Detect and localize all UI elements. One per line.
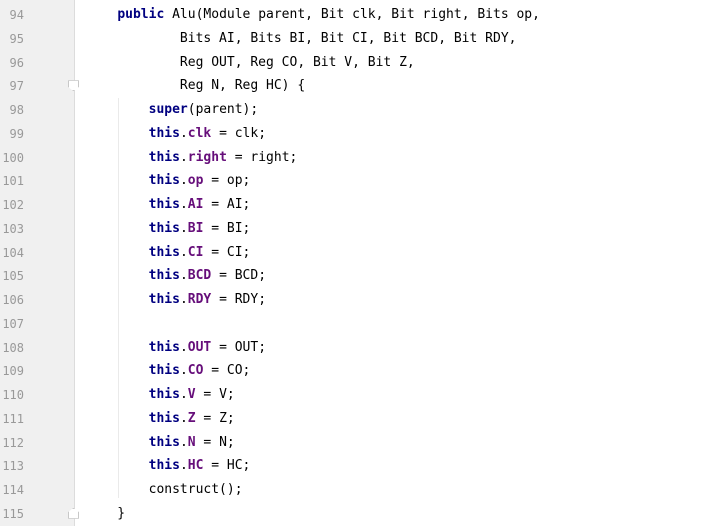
line-number: 111: [2, 411, 24, 426]
keyword-token: super: [148, 102, 188, 117]
line-number: 98: [9, 103, 24, 117]
code-token: = right;: [226, 149, 298, 165]
keyword-token: this: [148, 339, 180, 355]
code-line[interactable]: [0, 312, 709, 336]
code-token: .: [179, 173, 188, 189]
code-text: [86, 196, 250, 214]
code-text: [86, 339, 266, 357]
line-number: 104: [2, 245, 24, 260]
code-token: .: [179, 244, 188, 260]
code-token: .: [179, 339, 188, 355]
code-line[interactable]: [0, 217, 709, 241]
code-token: [86, 7, 117, 22]
field-token: V: [187, 387, 196, 402]
code-token: .: [179, 434, 188, 450]
code-text: [86, 30, 516, 48]
code-token: = Z;: [195, 410, 235, 426]
keyword-token: this: [148, 363, 180, 379]
code-line[interactable]: [0, 407, 709, 431]
line-number: 113: [2, 459, 24, 474]
line-number: 100: [2, 150, 24, 165]
code-token: Bits AI, Bits BI, Bit CI, Bit BCD, Bit RDY,: [86, 30, 517, 46]
code-token: construct();: [86, 482, 243, 497]
field-token: BCD: [187, 268, 212, 284]
code-text: [86, 6, 540, 24]
code-text: [86, 457, 250, 475]
code-token: [86, 292, 149, 307]
code-token: .: [179, 292, 188, 307]
code-token: [86, 126, 149, 141]
code-line[interactable]: [0, 264, 709, 288]
code-token: }: [86, 505, 126, 521]
code-token: [86, 340, 149, 355]
code-token: .: [179, 363, 188, 379]
code-token: [86, 173, 149, 188]
line-number: 96: [9, 55, 24, 70]
code-text: [86, 481, 243, 499]
code-token: = CI;: [203, 244, 251, 260]
code-token: [86, 435, 149, 450]
keyword-token: this: [148, 458, 180, 474]
line-number: 108: [2, 340, 24, 355]
keyword-token: this: [148, 292, 180, 307]
code-token: = AI;: [203, 197, 251, 212]
line-number: 106: [2, 293, 24, 307]
code-token: = BI;: [203, 220, 251, 236]
field-token: AI: [187, 197, 204, 212]
code-line[interactable]: [0, 359, 709, 383]
field-token: HC: [187, 458, 204, 474]
code-line[interactable]: [0, 454, 709, 478]
code-line[interactable]: [0, 336, 709, 360]
line-number: 103: [2, 221, 24, 236]
code-line[interactable]: [0, 146, 709, 170]
keyword-token: this: [148, 434, 180, 450]
keyword-token: this: [148, 149, 180, 165]
code-line[interactable]: [0, 27, 709, 51]
code-line[interactable]: [0, 122, 709, 146]
code-text: [86, 77, 305, 95]
keyword-token: this: [148, 410, 180, 426]
code-line[interactable]: [0, 193, 709, 217]
code-token: [86, 102, 149, 117]
code-line[interactable]: [0, 241, 709, 265]
field-token: CI: [187, 244, 204, 260]
keyword-token: this: [148, 197, 180, 212]
code-token: [86, 387, 149, 402]
code-text: [86, 505, 125, 523]
code-token: .: [179, 125, 188, 141]
code-token: .: [179, 410, 188, 426]
code-token: = BCD;: [211, 268, 267, 284]
fold-open-icon[interactable]: [68, 80, 79, 91]
line-number: 114: [2, 483, 24, 497]
code-token: Reg N, Reg HC) {: [86, 78, 306, 94]
code-token: [86, 411, 149, 426]
code-line[interactable]: [0, 431, 709, 455]
field-token: BI: [187, 220, 204, 236]
code-text: [86, 172, 250, 190]
code-token: [86, 150, 149, 165]
field-token: right: [187, 149, 227, 165]
code-token: = op;: [203, 173, 251, 189]
keyword-token: this: [148, 173, 180, 189]
code-token: .: [179, 268, 188, 284]
line-number: 102: [2, 198, 24, 212]
line-number: 101: [2, 174, 24, 189]
field-token: OUT: [187, 339, 212, 355]
code-line[interactable]: [0, 502, 709, 526]
code-token: [86, 197, 149, 212]
code-token: .: [179, 197, 188, 212]
code-token: Reg OUT, Reg CO, Bit V, Bit Z,: [86, 54, 415, 70]
code-token: Alu(Module parent, Bit clk, Bit right, Bits op,: [164, 7, 540, 22]
code-token: = CO;: [203, 363, 251, 379]
code-line[interactable]: [0, 478, 709, 502]
fold-close-icon[interactable]: [68, 508, 79, 519]
code-line[interactable]: [0, 169, 709, 193]
line-number: 105: [2, 269, 24, 284]
code-line[interactable]: [0, 74, 709, 98]
code-text: [86, 434, 235, 452]
code-line[interactable]: [0, 51, 709, 75]
field-token: RDY: [187, 292, 212, 307]
code-token: = V;: [195, 387, 235, 402]
code-text: [86, 54, 415, 72]
code-token: [86, 268, 149, 283]
field-token: op: [187, 173, 204, 189]
code-token: = OUT;: [211, 339, 267, 355]
code-text: [86, 267, 266, 285]
line-number: 107: [2, 316, 24, 331]
code-line[interactable]: [0, 3, 709, 27]
code-token: (parent);: [187, 102, 259, 117]
keyword-token: this: [148, 244, 180, 260]
field-token: N: [187, 434, 196, 450]
code-text: [86, 125, 266, 143]
code-text: [86, 291, 266, 309]
field-token: CO: [187, 363, 204, 379]
code-token: = clk;: [211, 125, 267, 141]
keyword-token: this: [148, 387, 180, 402]
code-token: .: [179, 149, 188, 165]
code-token: [86, 221, 149, 236]
field-token: clk: [187, 125, 212, 141]
line-number: 115: [2, 506, 24, 521]
line-number: 110: [2, 388, 24, 402]
line-number: 109: [2, 364, 24, 379]
field-token: Z: [187, 410, 196, 426]
code-text: [86, 101, 258, 119]
line-number: 95: [9, 31, 24, 46]
code-token: = RDY;: [211, 292, 267, 307]
code-token: .: [179, 220, 188, 236]
code-line[interactable]: [0, 98, 709, 122]
line-number: 112: [2, 435, 24, 450]
code-token: .: [179, 458, 188, 474]
code-text: [86, 362, 250, 380]
keyword-token: public: [117, 7, 165, 22]
code-token: = HC;: [203, 458, 251, 474]
keyword-token: this: [148, 220, 180, 236]
line-number: 97: [9, 79, 24, 94]
keyword-token: this: [148, 125, 180, 141]
code-text: [86, 386, 235, 404]
line-number: 99: [9, 126, 24, 141]
code-line[interactable]: [0, 288, 709, 312]
code-text: [86, 220, 250, 238]
code-text: [86, 149, 297, 167]
code-text: [86, 244, 250, 262]
line-number: 94: [9, 8, 24, 22]
code-token: .: [179, 387, 188, 402]
code-line[interactable]: [0, 383, 709, 407]
code-token: [86, 245, 149, 260]
keyword-token: this: [148, 268, 180, 284]
code-text: [86, 410, 235, 428]
code-token: [86, 363, 149, 378]
code-token: = N;: [195, 434, 235, 450]
code-token: [86, 458, 149, 473]
